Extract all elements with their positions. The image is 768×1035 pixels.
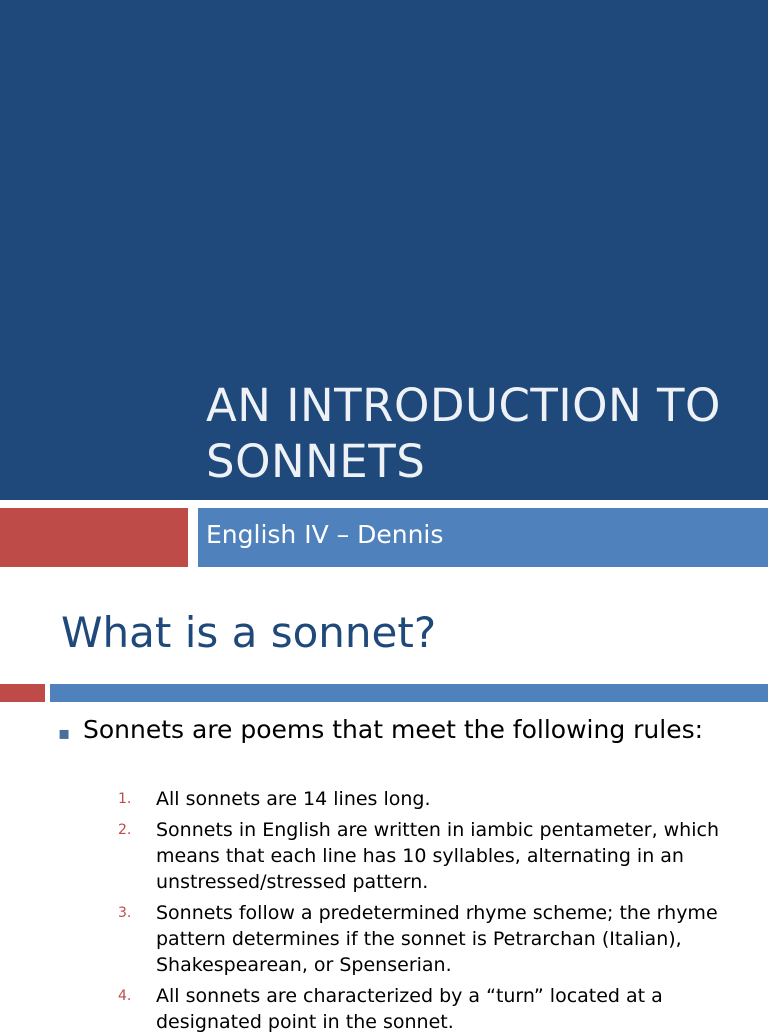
- list-item-text: All sonnets are 14 lines long.: [156, 788, 431, 810]
- list-item-text: Sonnets in English are written in iambic pentameter, which means that each line has 10 syllables, alternating in an unstressed/stressed pattern.: [156, 819, 719, 893]
- list-item-text: All sonnets are characterized by a “turn” located at a designated point in the sonnet.: [156, 985, 663, 1033]
- slide-title-line-1: AN INTRODUCTION TO: [206, 379, 721, 432]
- subtitle-bar: [198, 508, 768, 567]
- title-slide-background: [0, 0, 768, 500]
- accent-red-bar: [0, 508, 188, 567]
- slide-subtitle: English IV – Dennis: [206, 520, 444, 549]
- slide-title: [206, 378, 766, 490]
- list-item-number: 2.: [118, 822, 132, 838]
- list-item-text: Sonnets follow a predetermined rhyme scheme; the rhyme pattern determines if the sonnet is Petrarchan (Italian), Shakespearean, or Spenserian.: [156, 902, 718, 976]
- slide-title-line-2: SONNETS: [206, 435, 426, 488]
- list-item-number: 3.: [118, 905, 132, 921]
- accent-red-bar-small: [0, 684, 45, 702]
- list-item-number: 4.: [118, 988, 132, 1004]
- bullet-marker-icon: ▪: [58, 723, 71, 744]
- accent-blue-bar: [50, 684, 768, 702]
- content-slide-title: What is a sonnet?: [61, 608, 437, 657]
- list-item-number: 1.: [118, 791, 132, 807]
- bullet-text: Sonnets are poems that meet the following rules:: [83, 715, 704, 744]
